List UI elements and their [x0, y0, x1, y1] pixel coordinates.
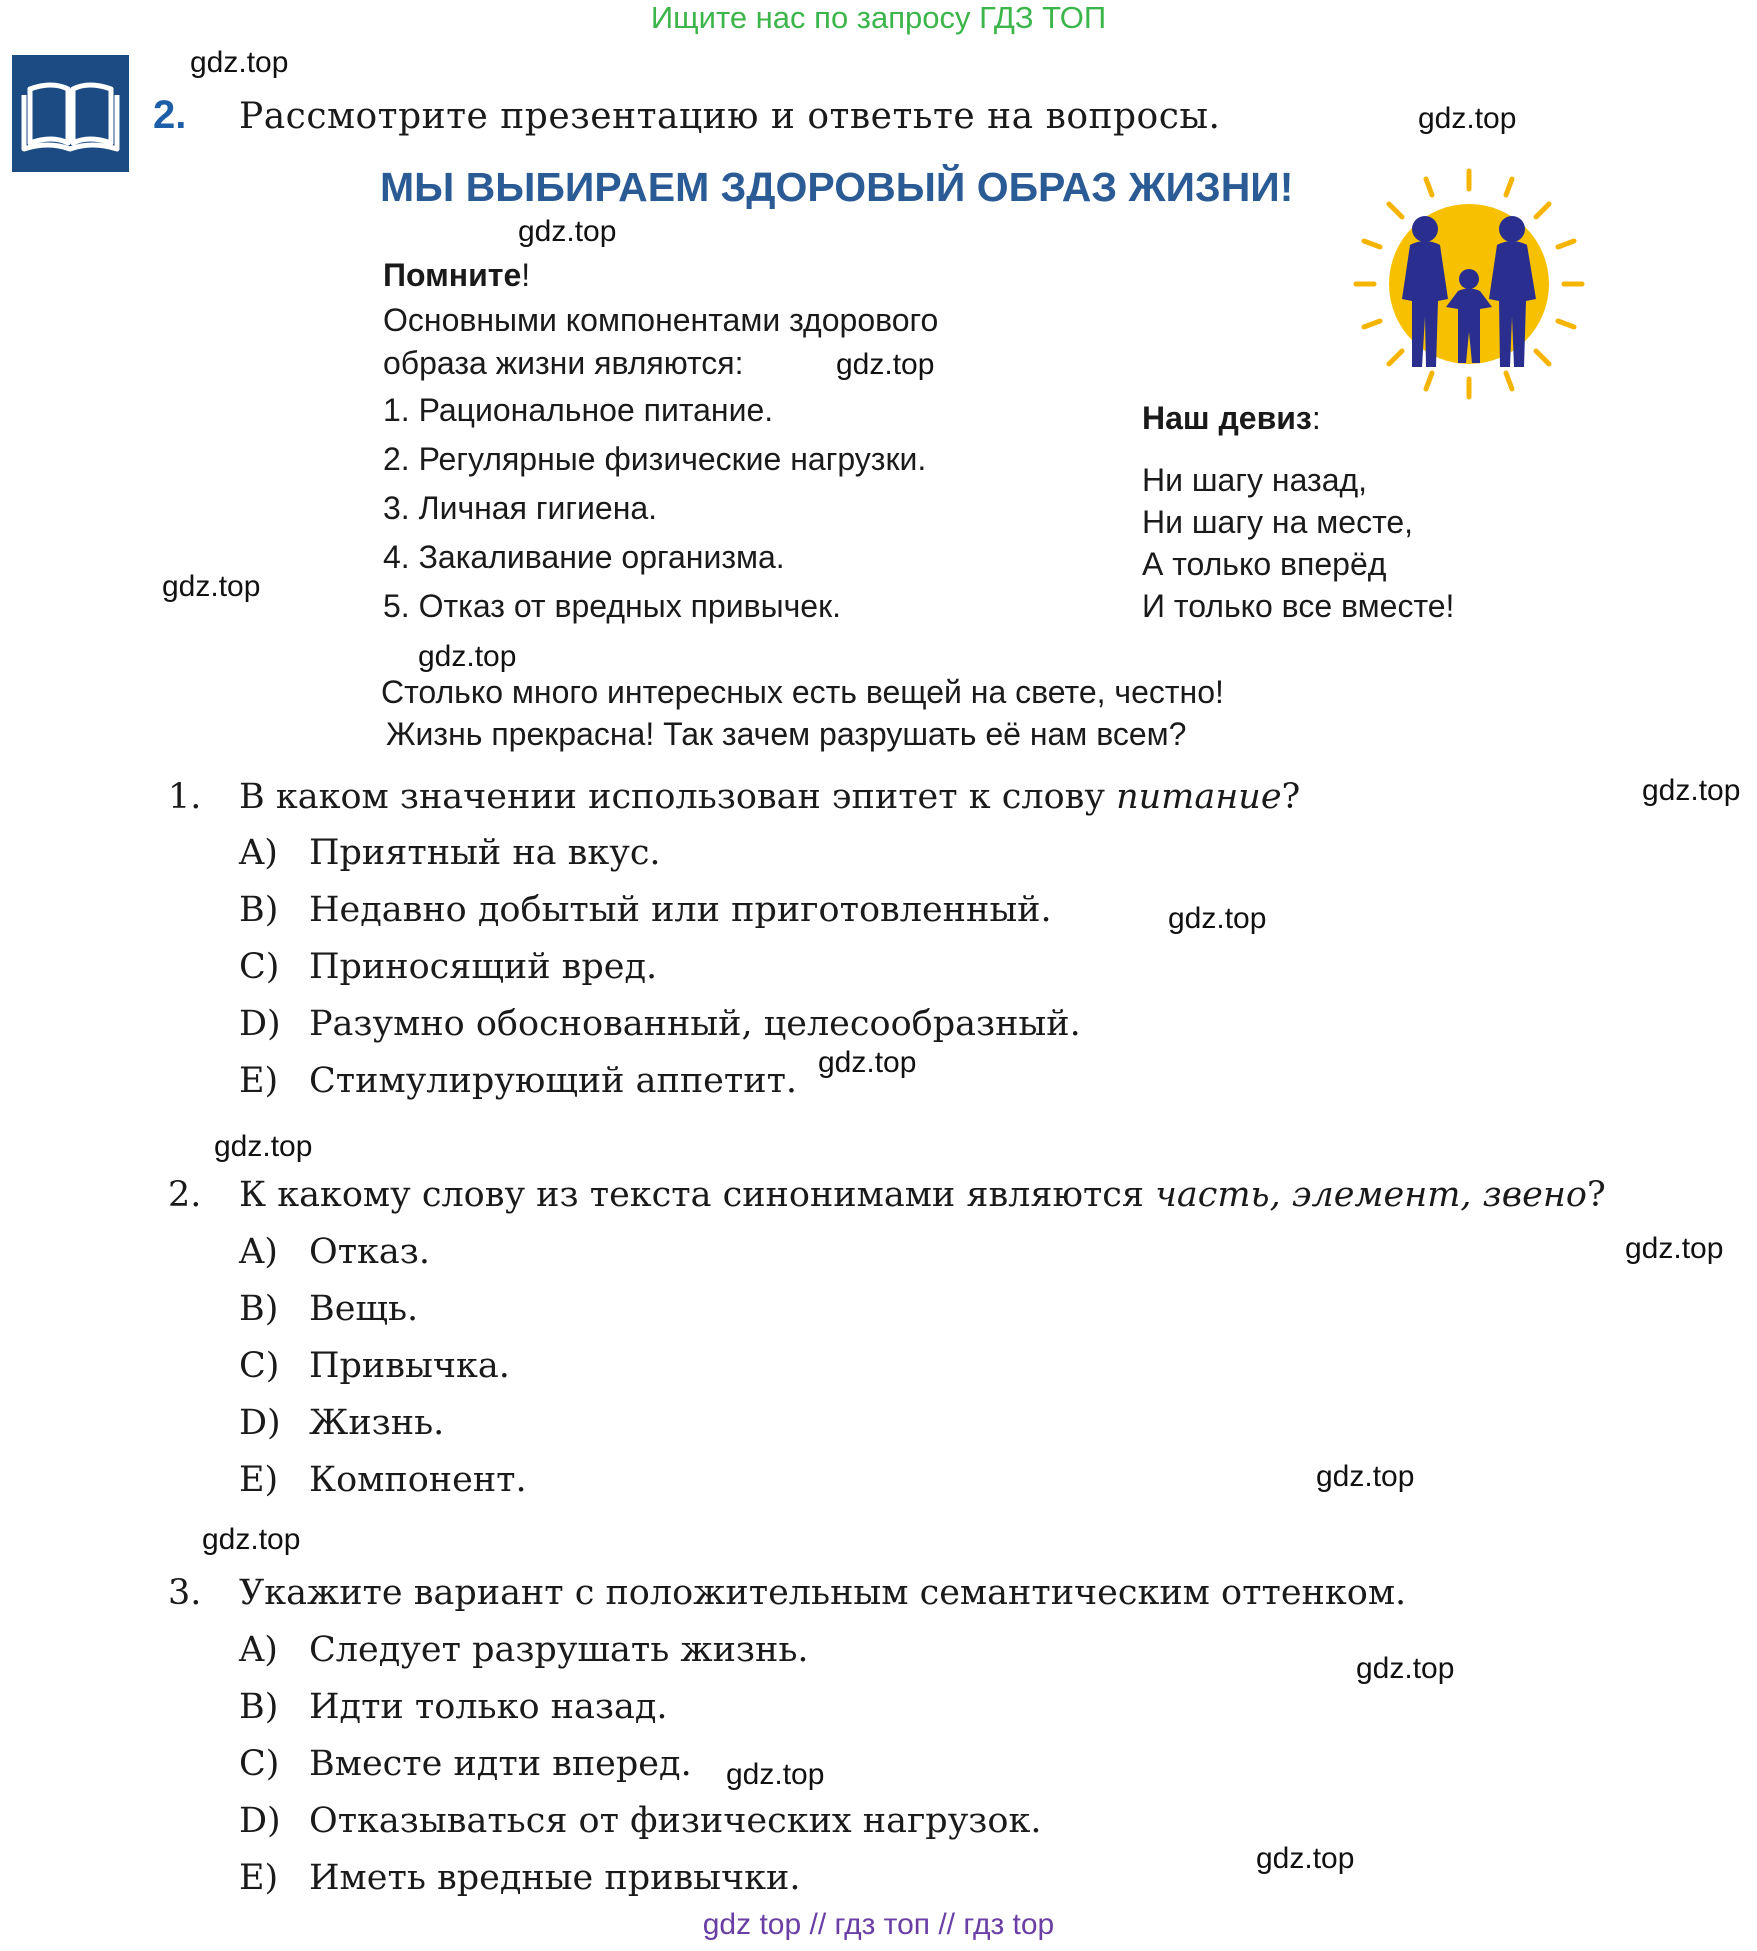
option-letter: C): [239, 1744, 280, 1784]
option-text: Недавно добытый или приготовленный.: [309, 890, 1052, 930]
question-text-main: Укажите вариант с положительным семантическим оттенком.: [239, 1573, 1407, 1613]
list-item: 1. Рациональное питание.: [383, 392, 774, 428]
motto-line: Ни шагу назад,: [1142, 462, 1368, 498]
question-text: [239, 777, 1300, 817]
option-letter: A): [239, 833, 278, 873]
watermark: gdz.top: [726, 1758, 825, 1791]
option-letter: A): [239, 1630, 278, 1670]
watermark: gdz.top: [1256, 1842, 1355, 1875]
option-text: Компонент.: [309, 1460, 527, 1500]
watermark: gdz.top: [1642, 774, 1741, 807]
watermark: gdz.top: [836, 348, 935, 381]
closing-line-1: Столько много интересных есть вещей на свете, честно!: [381, 674, 1224, 710]
slide-title: МЫ ВЫБИРАЕМ ЗДОРОВЫЙ ОБРАЗ ЖИЗНИ!: [380, 164, 1294, 210]
components-intro-line-2: образа жизни являются:: [383, 345, 744, 381]
option-text: Отказываться от физических нагрузок.: [309, 1801, 1042, 1841]
option-text: Следует разрушать жизнь.: [309, 1630, 809, 1670]
option-letter: C): [239, 947, 280, 987]
question-text-main: К какому слову из текста синонимами являются: [239, 1175, 1156, 1215]
watermark: gdz.top: [1316, 1460, 1415, 1493]
question-number: 3.: [168, 1573, 202, 1613]
motto-line: Ни шагу на месте,: [1142, 504, 1414, 540]
option-letter: E): [239, 1858, 279, 1898]
list-item: 4. Закаливание организма.: [383, 539, 785, 575]
footer-watermark: gdz top // гдз топ // гдз top: [702, 1908, 1055, 1941]
question-text: [239, 1175, 1606, 1215]
watermark: gdz.top: [818, 1046, 917, 1079]
remember-tail: !: [521, 257, 531, 293]
list-item: 5. Отказ от вредных привычек.: [383, 588, 841, 624]
option-text: Иметь вредные привычки.: [309, 1858, 801, 1898]
open-book-icon: [12, 55, 129, 172]
closing-line-2: Жизнь прекрасна! Так зачем разрушать её нам всем?: [386, 716, 1187, 752]
option-letter: B): [239, 1687, 279, 1727]
question-text-end: ?: [1587, 1175, 1606, 1215]
watermark: gdz.top: [190, 46, 289, 79]
option-letter: E): [239, 1460, 279, 1500]
motto-line: И только все вместе!: [1142, 588, 1455, 624]
option-letter: D): [239, 1801, 281, 1841]
question-text-italic: питание: [1116, 777, 1282, 817]
option-letter: D): [239, 1403, 281, 1443]
watermark: gdz.top: [1418, 102, 1517, 135]
watermark: gdz.top: [214, 1130, 313, 1163]
option-text: Приносящий вред.: [309, 947, 658, 987]
watermark: gdz.top: [518, 215, 617, 248]
list-item: 3. Личная гигиена.: [383, 490, 658, 526]
question-number: 2.: [168, 1175, 202, 1215]
list-item: 2. Регулярные физические нагрузки.: [383, 441, 927, 477]
question-number: 1.: [168, 777, 202, 817]
family-sun-image: [1352, 167, 1586, 401]
option-text: Вещь.: [309, 1289, 419, 1329]
motto-line: А только вперёд: [1142, 546, 1387, 582]
watermark: gdz.top: [1168, 902, 1267, 935]
question-text: [239, 1573, 1406, 1613]
option-letter: E): [239, 1061, 279, 1101]
watermark: gdz.top: [1356, 1652, 1455, 1685]
option-text: Приятный на вкус.: [309, 833, 661, 873]
option-text: Идти только назад.: [309, 1687, 668, 1727]
watermark: gdz.top: [202, 1523, 301, 1556]
option-letter: B): [239, 1289, 279, 1329]
option-letter: B): [239, 890, 279, 930]
option-letter: C): [239, 1346, 280, 1386]
option-text: Разумно обоснованный, целесообразный.: [309, 1004, 1081, 1044]
question-text-main: В каком значении использован эпитет к слову: [239, 777, 1117, 817]
question-text-italic: часть, элемент, звено: [1155, 1175, 1587, 1215]
watermark: gdz.top: [418, 640, 517, 673]
option-text: Отказ.: [309, 1232, 431, 1272]
remember-bold: Помните: [383, 257, 522, 293]
watermark: gdz.top: [162, 570, 261, 603]
option-text: Вместе идти вперед.: [309, 1744, 692, 1784]
option-text: Жизнь.: [309, 1403, 445, 1443]
motto-bold: Наш девиз: [1142, 400, 1312, 436]
option-letter: D): [239, 1004, 281, 1044]
task-instruction: Рассмотрите презентацию и ответьте на вопросы.: [239, 96, 1221, 137]
motto-tail: :: [1311, 400, 1321, 436]
option-letter: A): [239, 1232, 278, 1272]
watermark: gdz.top: [1625, 1232, 1724, 1265]
question-text-end: ?: [1281, 777, 1301, 817]
task-number: 2.: [153, 93, 187, 137]
components-intro-line-1: Основными компонентами здорового: [383, 302, 939, 338]
motto-label: [1142, 400, 1321, 437]
option-text: Привычка.: [309, 1346, 510, 1386]
remember-label: [383, 257, 530, 294]
search-banner: Ищите нас по запросу ГДЗ ТОП: [650, 0, 1107, 35]
option-text: Стимулирующий аппетит.: [309, 1061, 798, 1101]
